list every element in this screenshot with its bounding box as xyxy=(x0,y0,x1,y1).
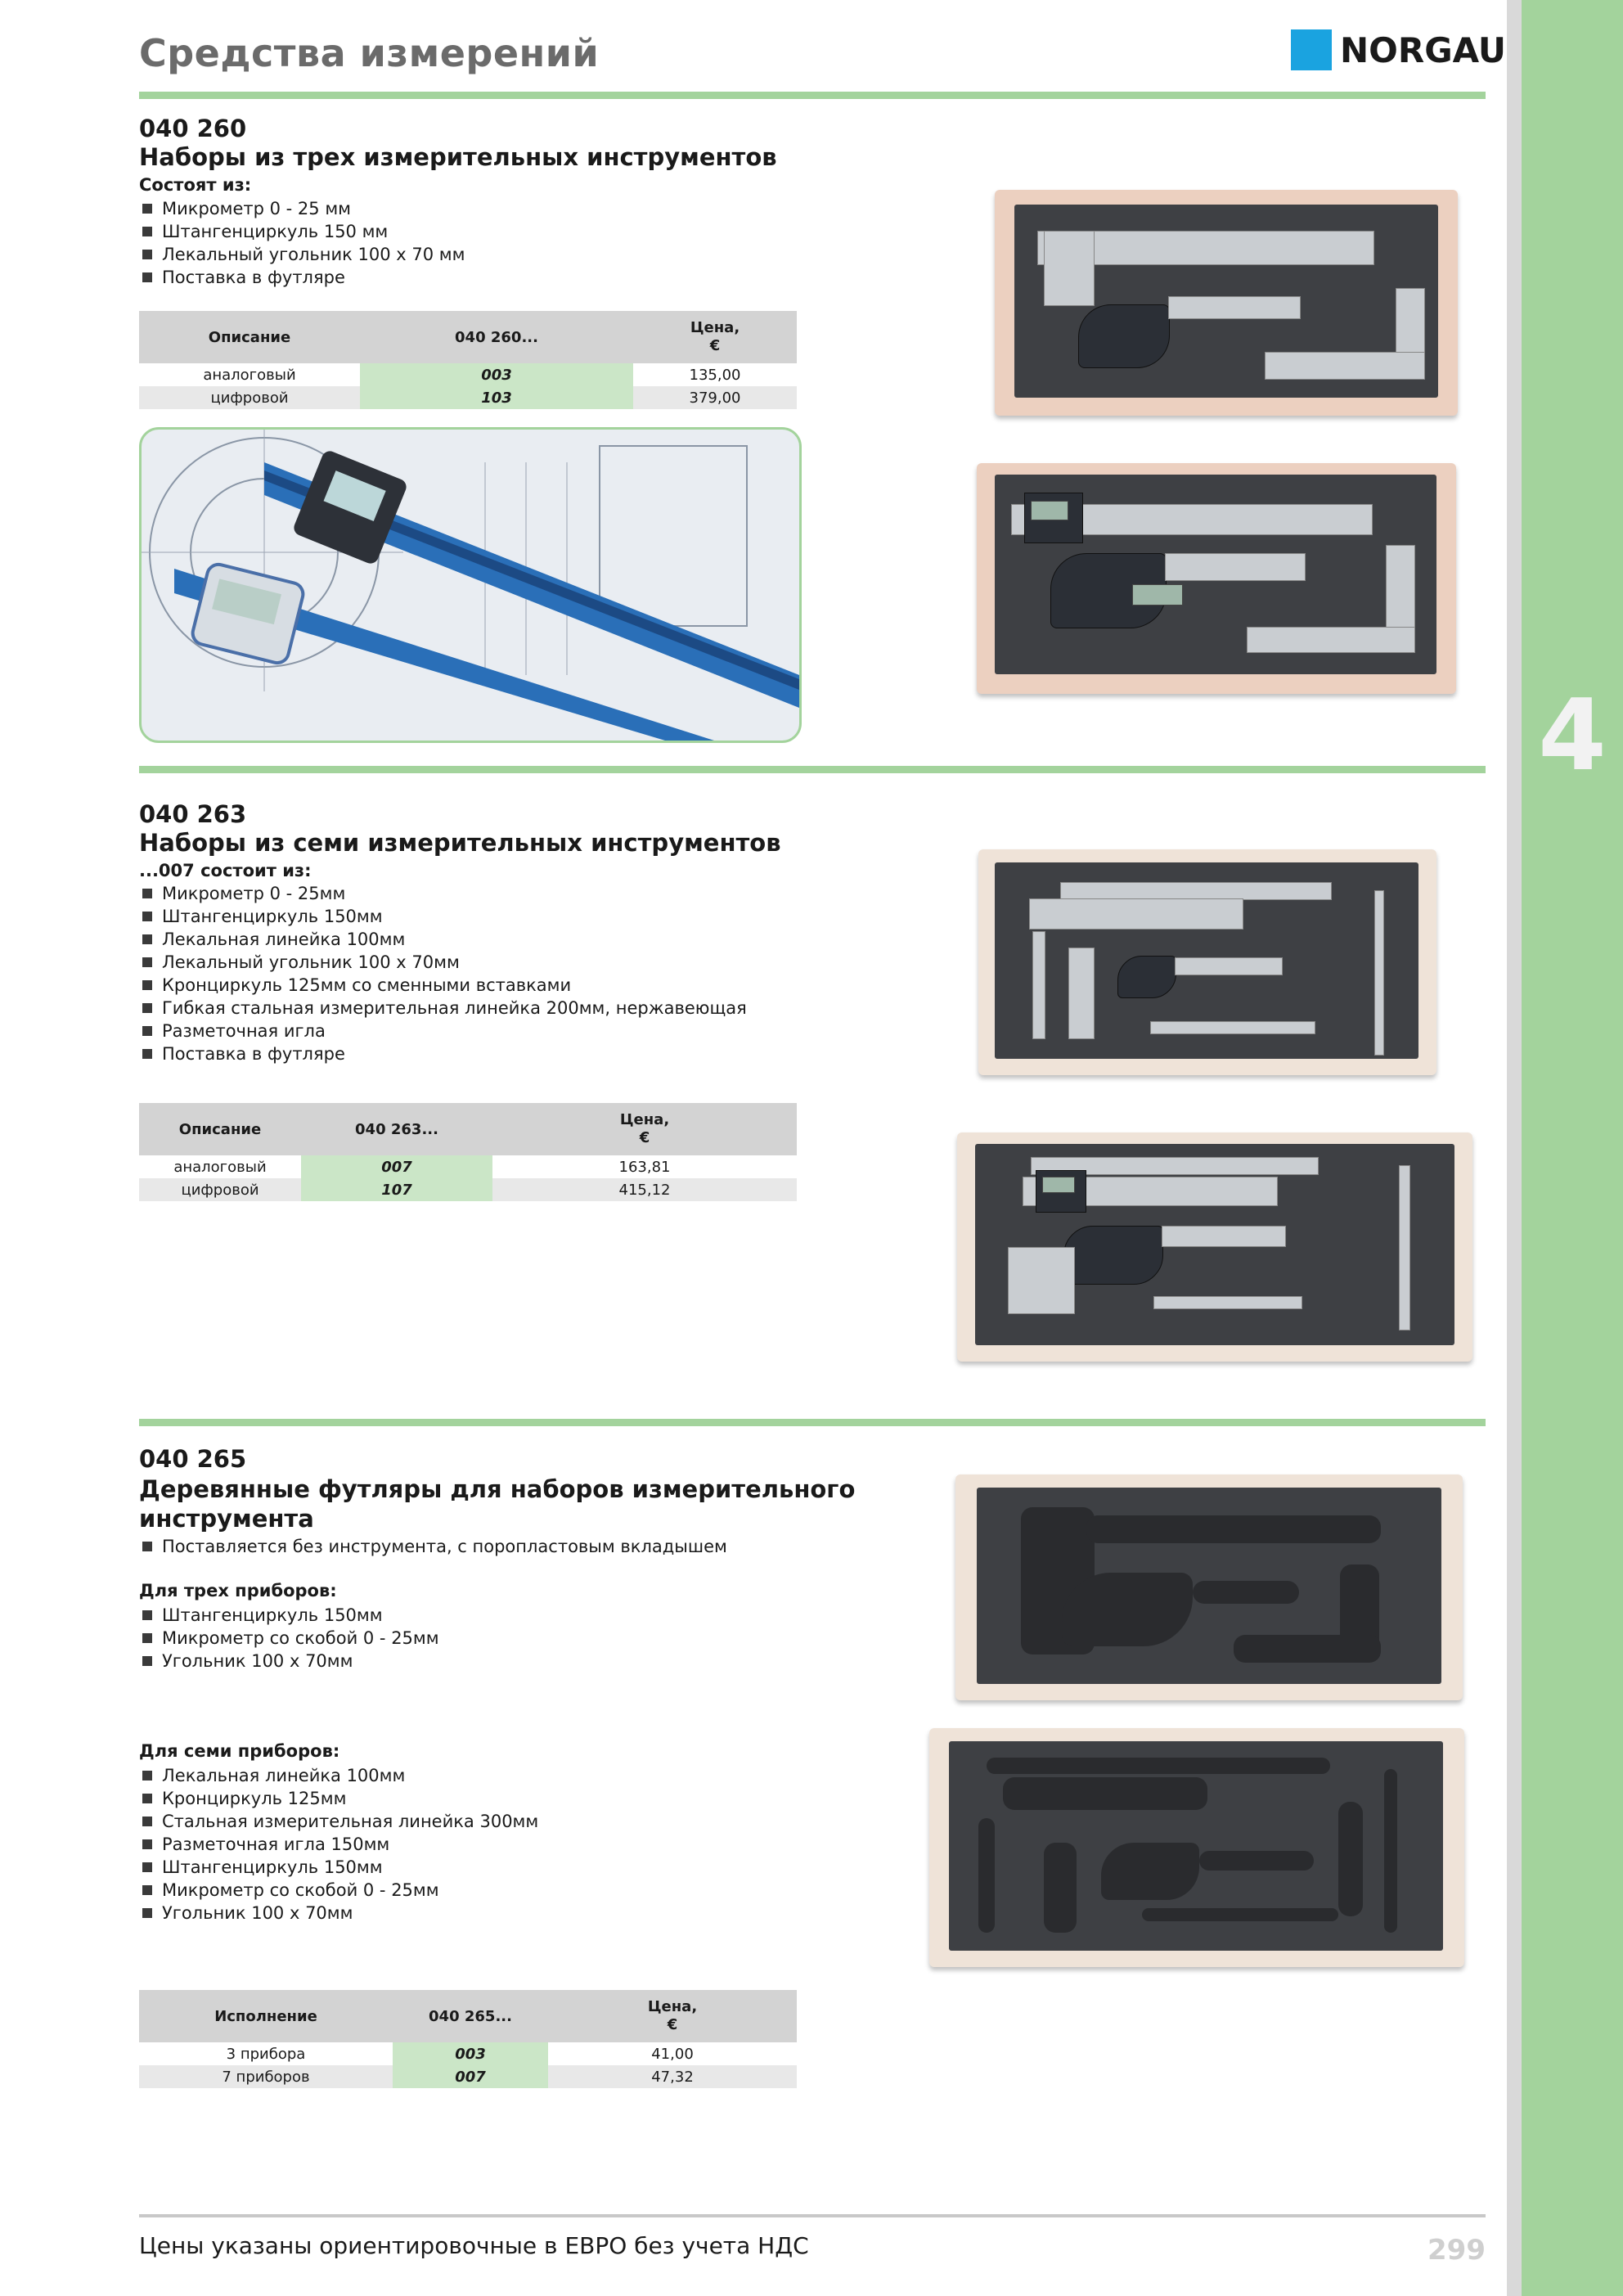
section-subtitle: ...007 состоит из: xyxy=(139,861,312,880)
list-item: Поставляется без инструмента, с поропластовым вкладышем xyxy=(139,1535,727,1558)
product-photo-seven-piece-digital xyxy=(957,1132,1472,1362)
price-table xyxy=(139,1103,797,1201)
list-item: Штангенциркуль 150мм xyxy=(139,1856,538,1879)
column-header: 040 263... xyxy=(301,1103,492,1155)
column-header: Описание xyxy=(139,311,360,363)
list-item: Гибкая стальная измерительная линейка 200мм, нержавеющая xyxy=(139,997,747,1020)
table-row: цифровой 107 415,12 xyxy=(139,1178,797,1201)
list-item: Угольник 100 х 70мм xyxy=(139,1902,538,1925)
chapter-number: 4 xyxy=(1538,679,1607,793)
product-photo-analog-set xyxy=(995,190,1458,416)
list-item: Кронциркуль 125мм со сменными вставками xyxy=(139,974,747,997)
brand-logo-text: NORGAU xyxy=(1340,30,1506,70)
footer-divider xyxy=(139,2214,1486,2217)
group-list-seven xyxy=(139,1764,538,1925)
article-number: 040 265 xyxy=(139,1445,247,1473)
caliper-drawing-image xyxy=(139,427,802,743)
table-row: аналоговый 003 135,00 xyxy=(139,363,797,386)
list-item: Штангенциркуль 150мм xyxy=(139,1604,439,1627)
section-title: Деревянные футляры для наборов измерительного xyxy=(139,1475,856,1503)
product-photo-empty-case-three xyxy=(955,1474,1463,1700)
column-header-price: Цена, € xyxy=(633,311,797,363)
column-header: 040 265... xyxy=(393,1990,548,2042)
brand-logo-square xyxy=(1291,29,1332,70)
column-header: 040 260... xyxy=(360,311,633,363)
product-photo-seven-piece-analog xyxy=(978,849,1436,1075)
section-divider xyxy=(139,766,1486,773)
page-number: 299 xyxy=(1427,2234,1486,2267)
list-item: Разметочная игла xyxy=(139,1020,747,1042)
price-table xyxy=(139,1990,797,2088)
group-title-three: Для трех приборов: xyxy=(139,1581,337,1600)
list-item: Микрометр 0 - 25 мм xyxy=(139,197,465,220)
section-divider xyxy=(139,1419,1486,1426)
footer-note: Цены указаны ориентировочные в ЕВРО без учета НДС xyxy=(139,2232,809,2259)
product-photo-digital-set xyxy=(977,463,1456,694)
table-row: аналоговый 007 163,81 xyxy=(139,1155,797,1178)
table-row: цифровой 103 379,00 xyxy=(139,386,797,409)
list-item: Лекальный угольник 100 х 70 мм xyxy=(139,243,465,266)
list-item: Поставка в футляре xyxy=(139,1042,747,1065)
list-item: Лекальная линейка 100мм xyxy=(139,928,747,951)
column-header: Описание xyxy=(139,1103,301,1155)
price-table xyxy=(139,311,797,409)
list-item: Микрометр со скобой 0 - 25мм xyxy=(139,1879,538,1902)
section-title: Наборы из трех измерительных инструментов xyxy=(139,143,777,171)
side-gray-strip xyxy=(1507,0,1522,2296)
article-number: 040 260 xyxy=(139,115,247,142)
list-item: Микрометр 0 - 25мм xyxy=(139,882,747,905)
list-item: Кронциркуль 125мм xyxy=(139,1787,538,1810)
component-list xyxy=(139,882,747,1065)
column-header-price: Цена, € xyxy=(548,1990,797,2042)
group-title-seven: Для семи приборов: xyxy=(139,1741,340,1761)
table-row: 3 прибора 003 41,00 xyxy=(139,2042,797,2065)
article-number: 040 263 xyxy=(139,800,247,828)
table-row: 7 приборов 007 47,32 xyxy=(139,2065,797,2088)
component-list xyxy=(139,197,465,289)
product-photo-empty-case-seven xyxy=(929,1728,1464,1967)
list-item: Лекальная линейка 100мм xyxy=(139,1764,538,1787)
list-item: Лекальный угольник 100 х 70мм xyxy=(139,951,747,974)
page-title: Средства измерений xyxy=(139,31,600,75)
list-item: Угольник 100 х 70мм xyxy=(139,1650,439,1672)
section-divider xyxy=(139,92,1486,99)
intro-list xyxy=(139,1535,727,1558)
list-item: Штангенциркуль 150 мм xyxy=(139,220,465,243)
list-item: Микрометр со скобой 0 - 25мм xyxy=(139,1627,439,1650)
chapter-tab xyxy=(1522,0,1623,2296)
section-title-line2: инструмента xyxy=(139,1505,314,1533)
list-item: Штангенциркуль 150мм xyxy=(139,905,747,928)
section-subtitle: Состоят из: xyxy=(139,175,252,195)
list-item: Стальная измерительная линейка 300мм xyxy=(139,1810,538,1833)
list-item: Разметочная игла 150мм xyxy=(139,1833,538,1856)
column-header-price: Цена, € xyxy=(492,1103,797,1155)
section-title: Наборы из семи измерительных инструментов xyxy=(139,829,781,857)
column-header: Исполнение xyxy=(139,1990,393,2042)
group-list-three xyxy=(139,1604,439,1672)
list-item: Поставка в футляре xyxy=(139,266,465,289)
